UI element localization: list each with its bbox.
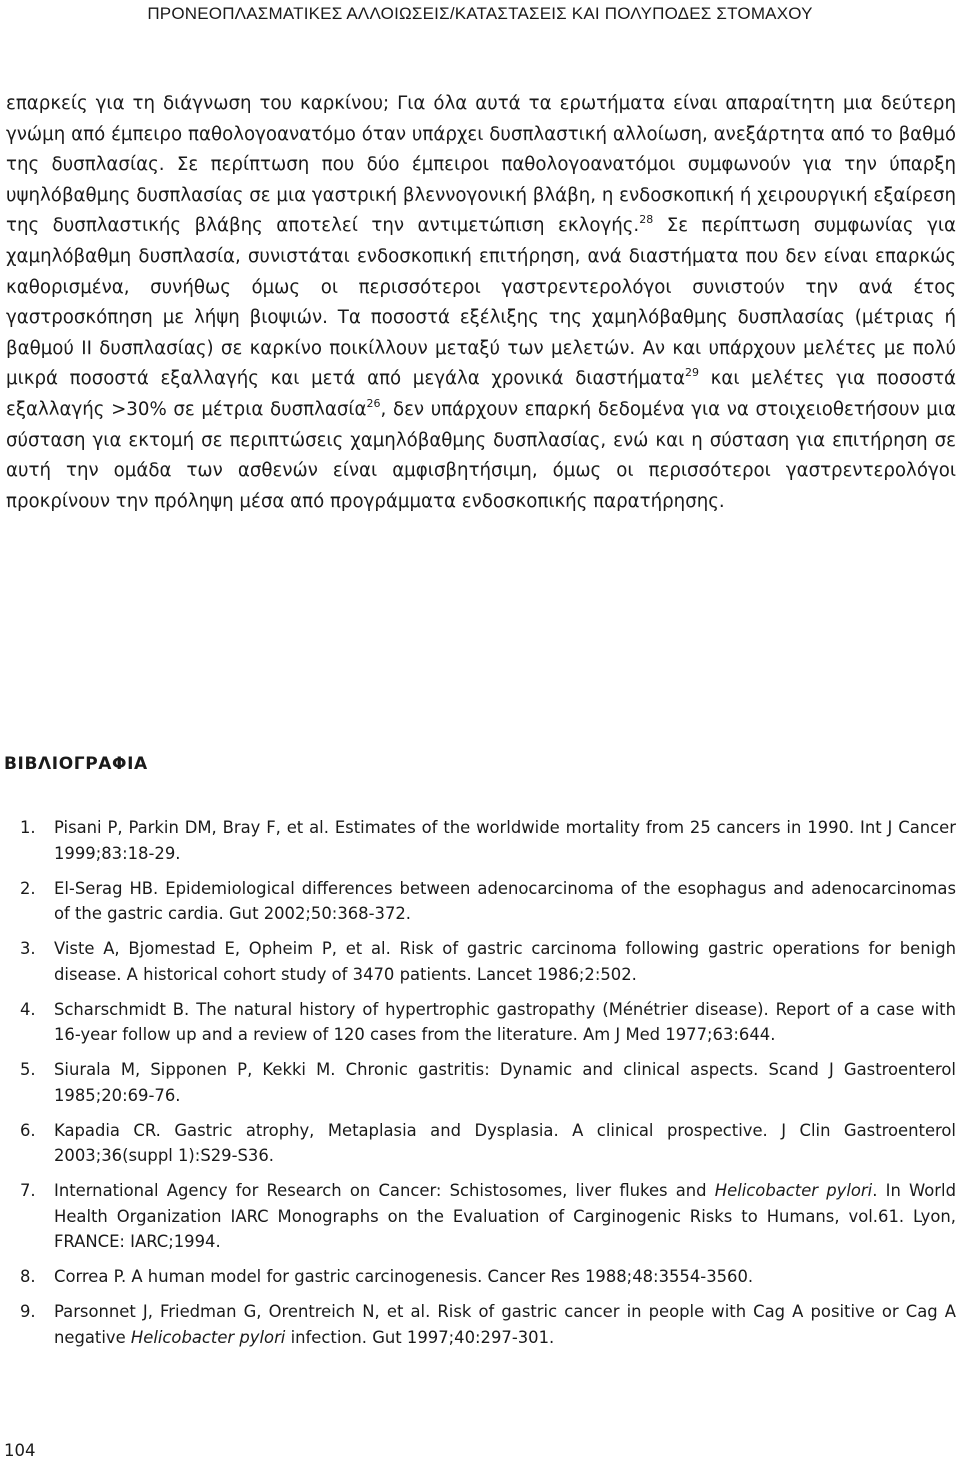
reference-text-segment: Kapadia CR. Gastric atrophy, Metaplasia and Dysplasia. A clinical prospective. J Clin Gastroenterol 2003;36(suppl 1):S29-S36. xyxy=(54,1120,956,1165)
citation-superscript: 26 xyxy=(366,396,381,410)
reference-item xyxy=(0,997,960,1048)
reference-text-segment: Viste A, Bjomestad E, Opheim P, et al. Risk of gastric carcinoma following gastric operations for benigh disease. A historical cohort study of 3470 patients. Lancet 1986;2:502. xyxy=(54,939,956,984)
reference-number: 1. xyxy=(20,818,36,837)
body-text-part: και μελέτες για ποσοστά εξαλλαγής >30% σε μέτρια δυσπλασία xyxy=(6,368,957,420)
reference-item xyxy=(0,936,960,987)
body-paragraph xyxy=(6,89,956,517)
reference-italic-term: Helicobacter pylori xyxy=(130,1327,286,1347)
reference-text-segment: International Agency for Research on Cancer: Schistosomes, liver flukes and xyxy=(54,1181,715,1200)
body-text-part: επαρκείς για τη διάγνωση του καρκίνου; Για όλα αυτά τα ερωτήματα είναι απαραίτητη μια δεύτερη γνώμη από έμπειρο παθολογοανατόμο όταν υπάρχει δυσπλαστική αλλοίωση, ανεξάρτητα από το βαθμό της δυσπλασίας. Σε περίπτωση που δύο έμπειροι παθολογοανατόμοι συμφωνούν για την ύπαρξη υψηλόβαθμης δυσπλασίας σε μια γαστρική βλεννογονική βλάβη, η ενδοσκοπική ή χειρουργική εξαίρεση της δυσπλαστικής βλάβης αποτελεί την αντιμετώπιση εκλογής. xyxy=(6,93,956,237)
reference-text xyxy=(54,1057,960,1108)
reference-text-segment: Siurala M, Sipponen P, Kekki M. Chronic gastritis: Dynamic and clinical aspects. Scand J Gastroenterol 1985;20:69-76. xyxy=(54,1060,956,1105)
reference-item xyxy=(0,1264,960,1290)
bibliography-heading: ΒΙΒΛΙΟΓΡΑΦΙΑ xyxy=(4,754,148,774)
reference-text xyxy=(54,876,960,927)
reference-number: 6. xyxy=(20,1120,36,1140)
reference-list xyxy=(0,815,960,1360)
reference-text-segment: . In World Health Organization IARC Monographs on the Evaluation of Carginogenic Risks to Humans, vol.61. Lyon, FRANCE: IARC;1994. xyxy=(54,1181,956,1251)
reference-text xyxy=(54,1178,960,1255)
reference-item xyxy=(0,1057,960,1108)
reference-italic-term: Helicobacter pylori xyxy=(714,1181,873,1200)
reference-text-segment: Scharschmidt B. The natural history of hypertrophic gastropathy (Ménétrier disease). Report of a case with 16-year follow up and a review of 120 cases from the literature. Am J Med 1977;63:644. xyxy=(54,999,956,1044)
body-text-part: , δεν υπάρχουν επαρκή δεδομένα για να στοιχειοθετήσουν μια σύσταση για εκτομή σε περιπτώσεις χαμηλόβαθμης δυσπλασίας, ενώ και η σύσταση για επιτήρηση σε αυτή την ομάδα των ασθενών είναι αμφισβητήσιμη, όμως οι περισσότεροι γαστρεντερολόγοι προκρίνουν την πρόληψη μέσα από προγράμματα ενδοσκοπικής παρατήρησης. xyxy=(6,398,956,512)
reference-item xyxy=(0,1299,960,1350)
reference-text-segment: Pisani P, Parkin DM, Bray F, et al. Estimates of the worldwide mortality from 25 cancers in 1990. Int J Cancer 1999;83:18-29. xyxy=(54,818,956,863)
page-number: 104 xyxy=(4,1441,36,1460)
reference-number: 2. xyxy=(20,878,36,898)
reference-text xyxy=(54,1118,960,1169)
reference-item xyxy=(0,1178,960,1255)
reference-text-segment: infection. Gut 1997;40:297-301. xyxy=(285,1327,555,1347)
reference-text xyxy=(54,1264,960,1290)
reference-item xyxy=(0,876,960,927)
reference-text xyxy=(54,997,960,1048)
running-header: ΠΡΟΝΕΟΠΛΑΣΜΑΤΙΚΕΣ ΑΛΛΟΙΩΣΕΙΣ/ΚΑΤΑΣΤΑΣΕΙΣ ΚΑΙ ΠΟΛΥΠΟΔΕΣ ΣΤΟΜΑΧΟΥ xyxy=(147,4,813,23)
reference-number: 8. xyxy=(20,1267,36,1286)
reference-number: 9. xyxy=(20,1302,36,1321)
reference-text-segment: Correa P. A human model for gastric carcinogenesis. Cancer Res 1988;48:3554-3560. xyxy=(54,1267,754,1286)
citation-superscript: 29 xyxy=(684,366,699,380)
reference-item xyxy=(0,1118,960,1169)
reference-text xyxy=(54,815,960,866)
reference-number: 4. xyxy=(20,999,36,1019)
reference-text xyxy=(54,1299,960,1350)
reference-text-segment: Parsonnet J, Friedman G, Orentreich N, et al. Risk of gastric cancer in people with Cag A positive or Cag A negative xyxy=(54,1302,956,1347)
citation-superscript: 28 xyxy=(639,213,654,227)
reference-number: 7. xyxy=(20,1181,36,1200)
reference-item xyxy=(0,815,960,866)
body-text-part: Σε περίπτωση συμφωνίας για χαμηλόβαθμη δυσπλασία, συνιστάται ενδοσκοπική επιτήρηση, ανά διαστήματα που δεν είναι επαρκώς καθορισμένα, συνήθως όμως οι περισσότεροι γαστρεντερολόγοι συνιστούν την ανά έτος γαστροσκόπηση με λήψη βιοψιών. Τα ποσοστά εξέλιξης της χαμηλόβαθμης δυσπλασίας (μέτριας ή βαθμού ΙΙ δυσπλασίας) σε καρκίνο ποικίλλουν μεταξύ των μελετών. Αν και υπάρχουν μελέτες με πολύ μικρά ποσοστά εξαλλαγής και μετά από μεγάλα χρονικά διαστήματα xyxy=(6,215,956,390)
reference-text-segment: El-Serag HB. Epidemiological differences between adenocarcinoma of the esophagus and adenocarcinomas of the gastric cardia. Gut 2002;50:368-372. xyxy=(54,878,956,923)
reference-number: 5. xyxy=(20,1060,36,1079)
reference-text xyxy=(54,936,960,987)
reference-number: 3. xyxy=(20,939,36,958)
